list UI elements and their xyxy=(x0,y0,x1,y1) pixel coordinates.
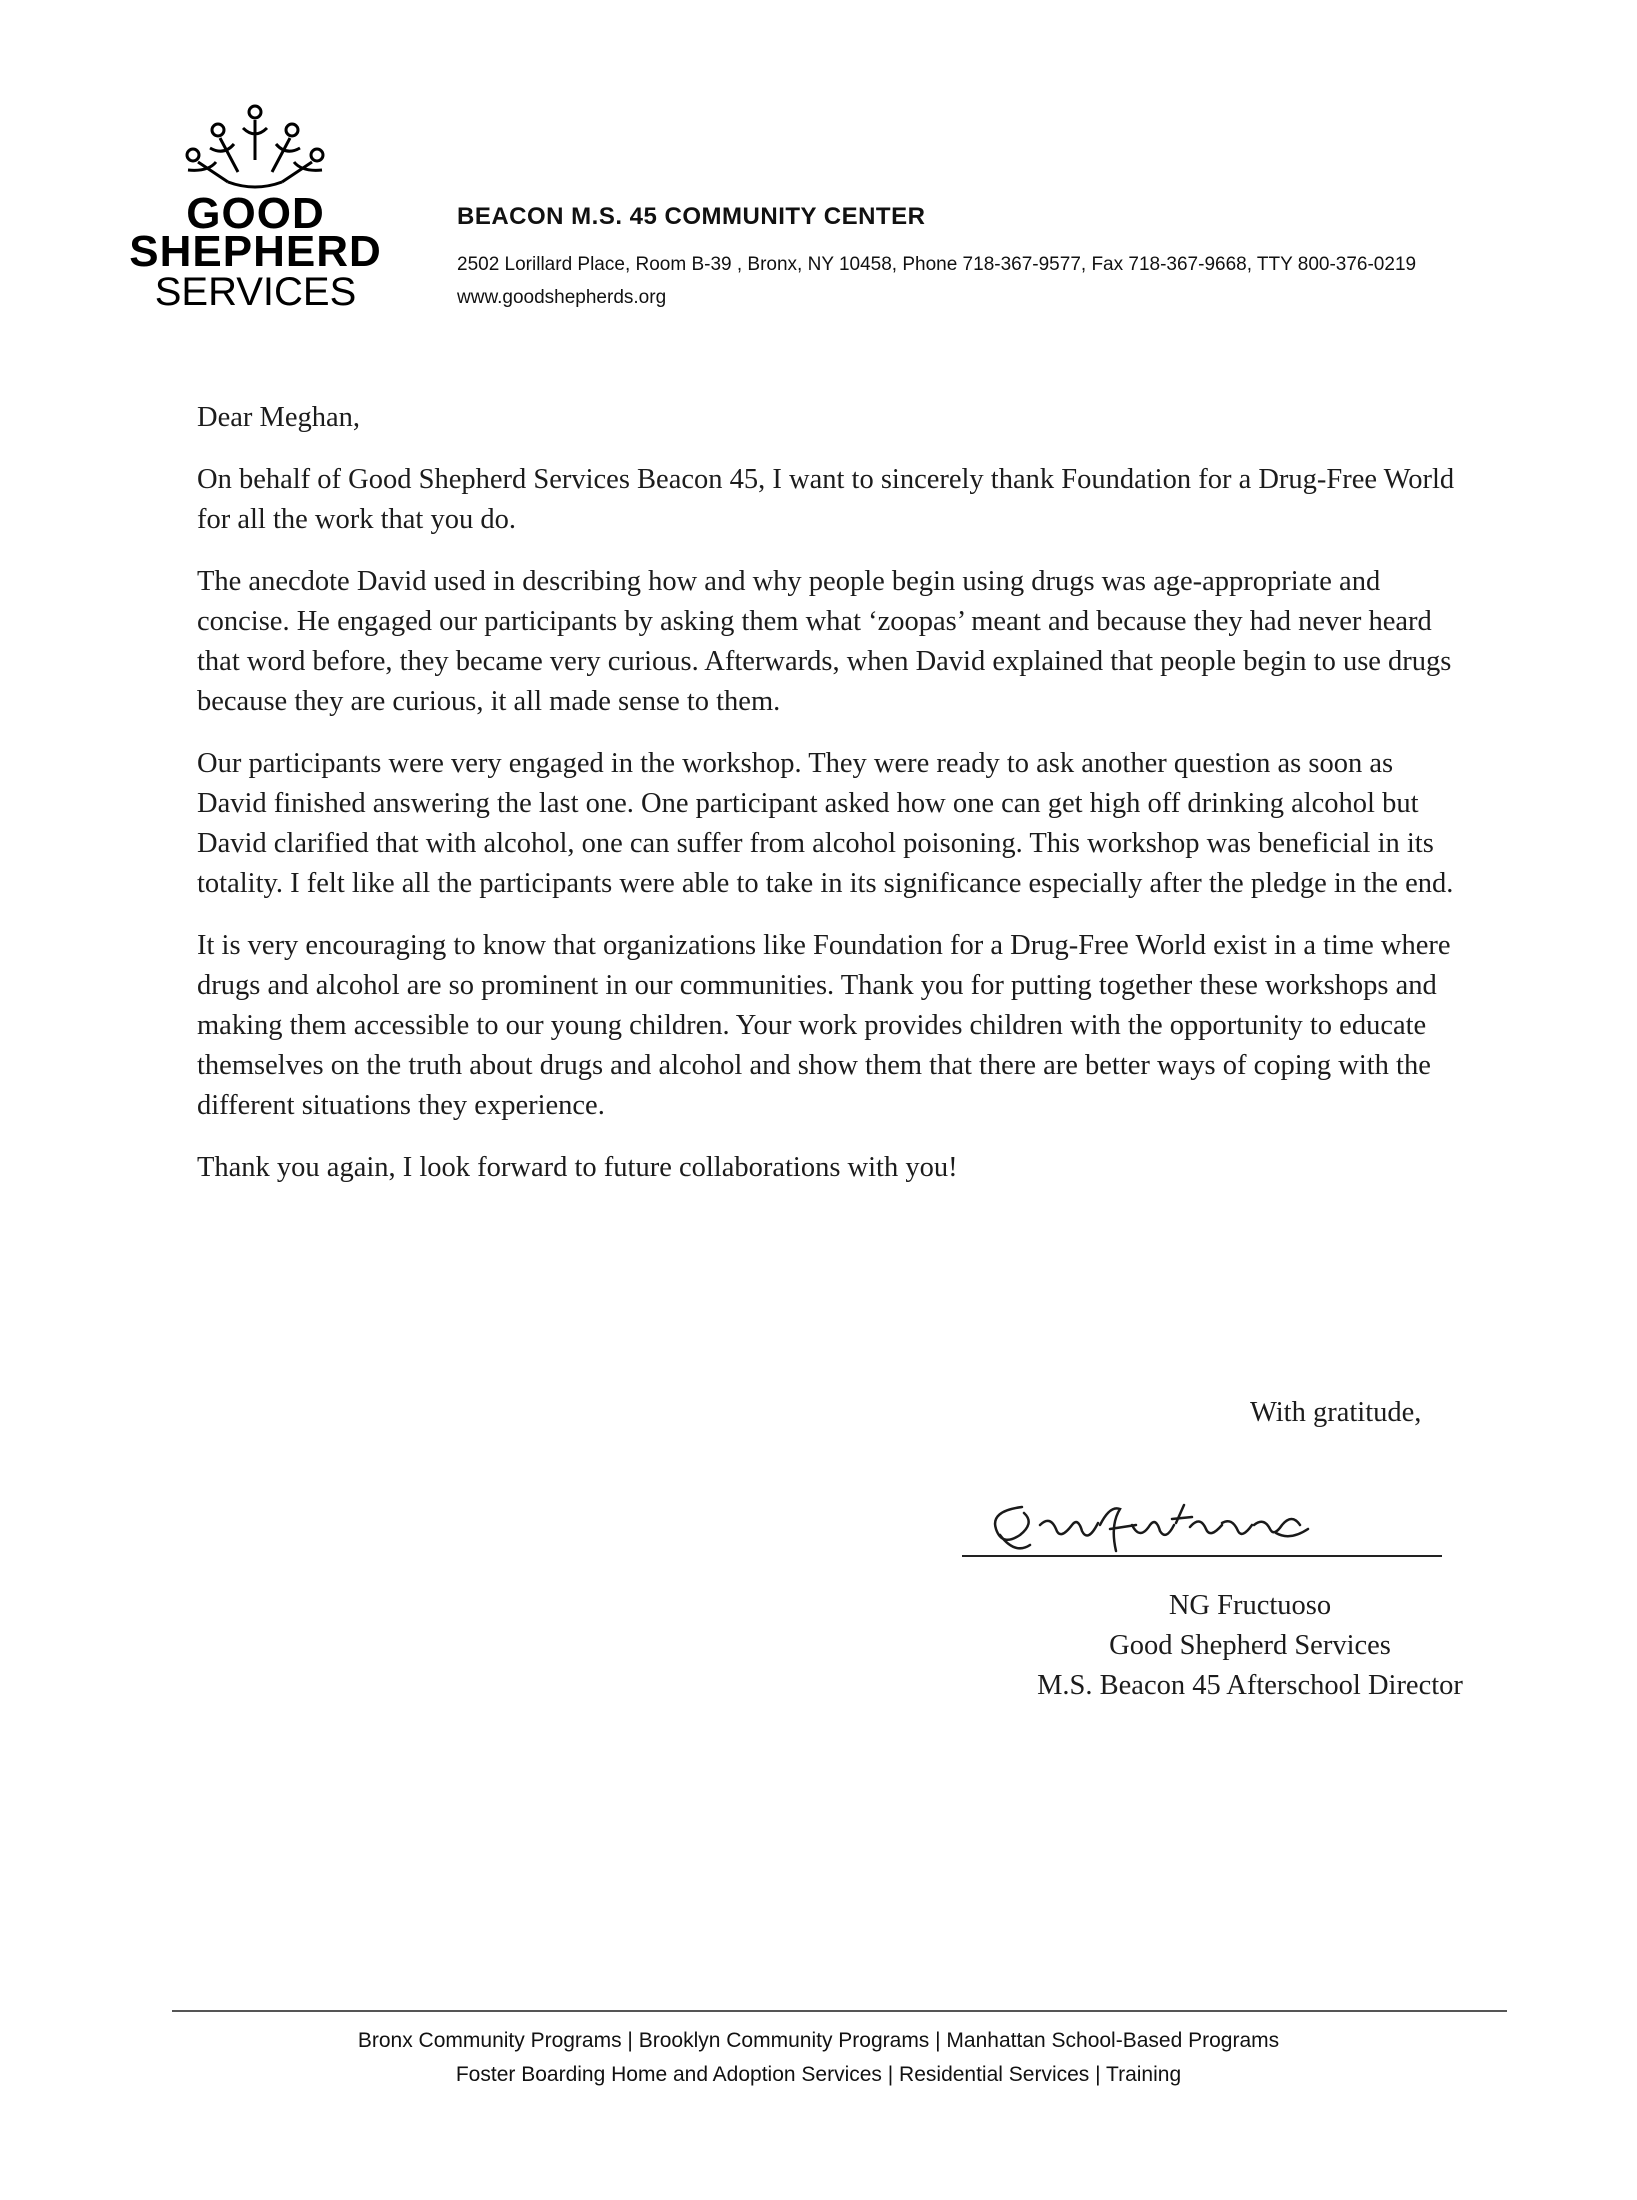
logo-text-shepherd: SHEPHERD xyxy=(129,227,382,276)
signer-org: Good Shepherd Services xyxy=(1109,1630,1391,1661)
letter-body xyxy=(197,398,1457,1210)
org-address: 2502 Lorillard Place, Room B-39 , Bronx, NY 10458, Phone 718-367-9577, Fax 718-367-9668, TTY 800-376-0219 xyxy=(457,254,1417,275)
closing: With gratitude, xyxy=(1250,1397,1422,1428)
org-website: www.goodshepherds.org xyxy=(457,287,667,308)
paragraph-5: Thank you again, I look forward to future collaborations with you! xyxy=(197,1152,958,1183)
org-title: BEACON M.S. 45 COMMUNITY CENTER xyxy=(457,203,926,230)
good-shepherd-logo xyxy=(118,100,393,315)
paragraph-1: On behalf of Good Shepherd Services Beacon 45, I want to sincerely thank Foundation for a Drug-Free World for all the work that you do. xyxy=(197,464,1455,535)
signer-block xyxy=(1000,1586,1500,1706)
paragraph-2: The anecdote David used in describing how and why people begin using drugs was age-appropriate and concise. He engaged our participants by asking them what ‘zoopas’ meant and because they had never heard that word before, they became very curious. Afterwards, when David explained that people begin to use drugs because they are curious, it all made sense to them. xyxy=(197,566,1452,717)
signature-line xyxy=(962,1555,1442,1557)
footer-divider xyxy=(172,2010,1507,2012)
paragraph-3: Our participants were very engaged in the workshop. They were ready to ask another question as soon as David finished answering the last one. One participant asked how one can get high off drinking alcohol but David clarified that with alcohol, one can suffer from alcohol poisoning. This workshop was beneficial in its totality. I felt like all the participants were able to take in its significance especially after the pledge in the end. xyxy=(197,748,1454,899)
people-circle-icon xyxy=(158,100,353,195)
footer-programs-line-2: Foster Boarding Home and Adoption Services | Residential Services | Training xyxy=(455,2063,1182,2086)
salutation: Dear Meghan, xyxy=(197,402,361,433)
paragraph-4: It is very encouraging to know that organizations like Foundation for a Drug-Free World exist in a time where drugs and alcohol are so prominent in our communities. Thank you for putting together these workshops and making them accessible to our young children. Your work provides children with the opportunity to educate themselves on the truth about drugs and alcohol and show them that there are better ways of coping with the different situations they experience. xyxy=(197,930,1451,1121)
footer-programs-line-1: Bronx Community Programs | Brooklyn Community Programs | Manhattan School-Based Programs xyxy=(357,2029,1280,2052)
signer-title: M.S. Beacon 45 Afterschool Director xyxy=(1037,1670,1463,1701)
logo-text-good: GOOD xyxy=(186,189,325,238)
logo-text-services: SERVICES xyxy=(154,270,357,314)
signer-name: NG Fructuoso xyxy=(1168,1590,1332,1621)
